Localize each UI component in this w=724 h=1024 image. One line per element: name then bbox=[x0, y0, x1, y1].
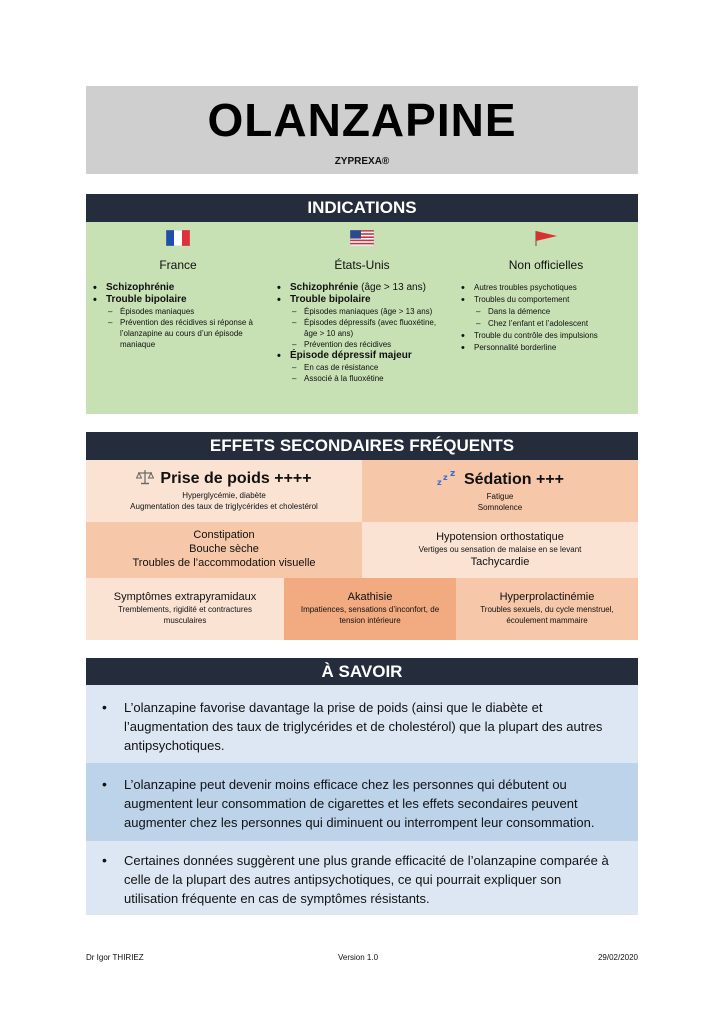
constipation-label: Constipation bbox=[193, 529, 255, 541]
to-know-header: À SAVOIR bbox=[86, 658, 638, 685]
indication-list bbox=[454, 282, 638, 354]
list-item: • Trouble du contrôle des impulsions bbox=[460, 330, 638, 342]
hyperprolactinemia-detail: Troubles sexuels, du cycle menstruel, écoulement mammaire bbox=[480, 605, 614, 625]
dry-mouth-label: Bouche sèche bbox=[189, 543, 259, 555]
side-effects-section bbox=[86, 432, 638, 640]
hypotension-detail: Vertiges ou sensation de malaise en se levant bbox=[418, 545, 582, 554]
sedation-detail: Fatigue bbox=[486, 492, 514, 501]
eps-detail: Tremblements, rigidité et contractures musculaires bbox=[118, 605, 252, 625]
sub-list-item: – Associé à la fluoxétine bbox=[290, 373, 454, 384]
france-flag-icon bbox=[166, 230, 190, 246]
sub-list bbox=[106, 306, 270, 350]
svg-text:z: z bbox=[436, 478, 442, 486]
footer-date: 29/02/2020 bbox=[597, 953, 638, 962]
list-item: • Troubles du comportement – Dans la démence – Chez l’enfant et l’adolescent bbox=[460, 294, 638, 330]
column-title: France bbox=[159, 258, 197, 272]
list-item: • Trouble bipolaire – Épisodes maniaques (âge > 13 ans) – Épisodes dépressifs (avec fluoxétine, âge > 10 ans) – Prévention des récidives bbox=[276, 294, 454, 350]
akathisia-title: Akathisie bbox=[347, 591, 393, 603]
to-know-section bbox=[86, 658, 638, 915]
column-title: États-Unis bbox=[334, 258, 390, 272]
indication-list bbox=[270, 282, 454, 384]
to-know-text: • L’olanzapine favorise davantage la prise de poids (ainsi que le diabète et l’augmentation des taux de triglycérides et de cholestérol) que la plupart des autres antipsychotiques. bbox=[86, 698, 638, 755]
svg-text:z: z bbox=[449, 469, 456, 479]
tachycardia-label: Tachycardie bbox=[470, 556, 530, 568]
list-item: • Épisode dépressif majeur – En cas de résistance – Associé à la fluoxétine bbox=[276, 350, 454, 384]
sedation-detail: Somnolence bbox=[477, 503, 523, 512]
document-page bbox=[86, 86, 638, 915]
weight-gain-detail: Augmentation des taux de triglycérides et cholestérol bbox=[130, 502, 318, 511]
indications-column-off-label bbox=[454, 230, 638, 414]
drug-title: OLANZAPINE bbox=[207, 94, 517, 146]
indications-body bbox=[86, 222, 638, 414]
to-know-text: • Certaines données suggèrent une plus grande efficacité de l’olanzapine comparée à celle de la plupart des autres antipsychotiques, ce qui pourrait expliquer son utilisation fréquente en cas de symptômes résistants. bbox=[86, 851, 638, 908]
brand-name: ZYPREXA® bbox=[334, 156, 390, 167]
list-item: • Schizophrénie (âge > 13 ans) bbox=[276, 282, 454, 294]
red-pennant-flag-icon bbox=[534, 230, 558, 246]
svg-text:z: z bbox=[442, 473, 448, 482]
sub-list-item: – Chez l’enfant et l’adolescent bbox=[474, 318, 638, 330]
sub-list-item: – Prévention des récidives si réponse à l’olanzapine au cours d’un épisode maniaque bbox=[106, 317, 270, 350]
indications-column-usa bbox=[270, 230, 454, 414]
footer-version: Version 1.0 bbox=[338, 953, 379, 962]
to-know-item-2 bbox=[86, 763, 638, 841]
to-know-text: • L’olanzapine peut devenir moins efficace chez les personnes qui débutent ou augmentent leur consommation de cigarettes et les effets secondaires peuvent augmenter chez les personnes qui diminuent ou interrompent leur consommation. bbox=[86, 775, 638, 832]
column-title: Non officielles bbox=[508, 258, 584, 272]
to-know-item-1 bbox=[86, 685, 638, 763]
sub-list bbox=[290, 362, 454, 384]
list-item: • Autres troubles psychotiques bbox=[460, 282, 638, 294]
sub-list-item: – Prévention des récidives bbox=[290, 339, 454, 350]
side-effects-header: EFFETS SECONDAIRES FRÉQUENTS bbox=[86, 432, 638, 460]
hyperprolactinemia-cell bbox=[456, 578, 638, 640]
list-item: • Personnalité borderline bbox=[460, 342, 638, 354]
hyperprolactinemia-title: Hyperprolactinémie bbox=[499, 591, 595, 603]
sub-list-item: – Épisodes maniaques (âge > 13 ans) bbox=[290, 306, 454, 317]
scale-icon bbox=[136, 469, 154, 485]
hypotension-cell bbox=[362, 522, 638, 578]
indications-column-france bbox=[86, 230, 270, 414]
weight-gain-title: Prise de poids ++++ bbox=[86, 468, 362, 490]
sedation-cell bbox=[362, 460, 638, 522]
to-know-item-3 bbox=[86, 841, 638, 915]
list-item: • Schizophrénie bbox=[92, 282, 270, 294]
hypotension-title: Hypotension orthostatique bbox=[436, 531, 564, 543]
sub-list-item: – Dans la démence bbox=[474, 306, 638, 318]
indications-header: INDICATIONS bbox=[86, 194, 638, 222]
sub-list-item: – Épisodes dépressifs (avec fluoxétine, âge > 10 ans) bbox=[290, 317, 454, 339]
anticholinergic-cell bbox=[86, 522, 362, 578]
zzz-icon bbox=[436, 468, 458, 486]
accommodation-label: Troubles de l’accommodation visuelle bbox=[132, 557, 316, 569]
akathisia-cell bbox=[284, 578, 456, 640]
side-effects-grid bbox=[86, 460, 638, 640]
akathisia-detail: Impatiences, sensations d’inconfort, de tension intérieure bbox=[300, 605, 440, 625]
usa-flag-icon bbox=[350, 230, 374, 246]
sub-list bbox=[474, 306, 638, 330]
list-item: • Trouble bipolaire – Épisodes maniaques – Prévention des récidives si réponse à l’olanzapine au cours d’un épisode maniaque bbox=[92, 294, 270, 350]
weight-gain-detail: Hyperglycémie, diabète bbox=[182, 491, 266, 500]
title-banner bbox=[86, 86, 638, 174]
indications-section bbox=[86, 194, 638, 414]
eps-cell bbox=[86, 578, 284, 640]
sub-list-item: – En cas de résistance bbox=[290, 362, 454, 373]
sub-list bbox=[290, 306, 454, 350]
weight-gain-cell bbox=[86, 460, 362, 522]
footer-author: Dr Igor THIRIEZ bbox=[86, 953, 144, 962]
sub-list-item: – Épisodes maniaques bbox=[106, 306, 270, 317]
eps-title: Symptômes extrapyramidaux bbox=[113, 591, 257, 603]
sedation-title: z z z Sédation +++ bbox=[436, 469, 565, 488]
indication-list bbox=[86, 282, 270, 350]
